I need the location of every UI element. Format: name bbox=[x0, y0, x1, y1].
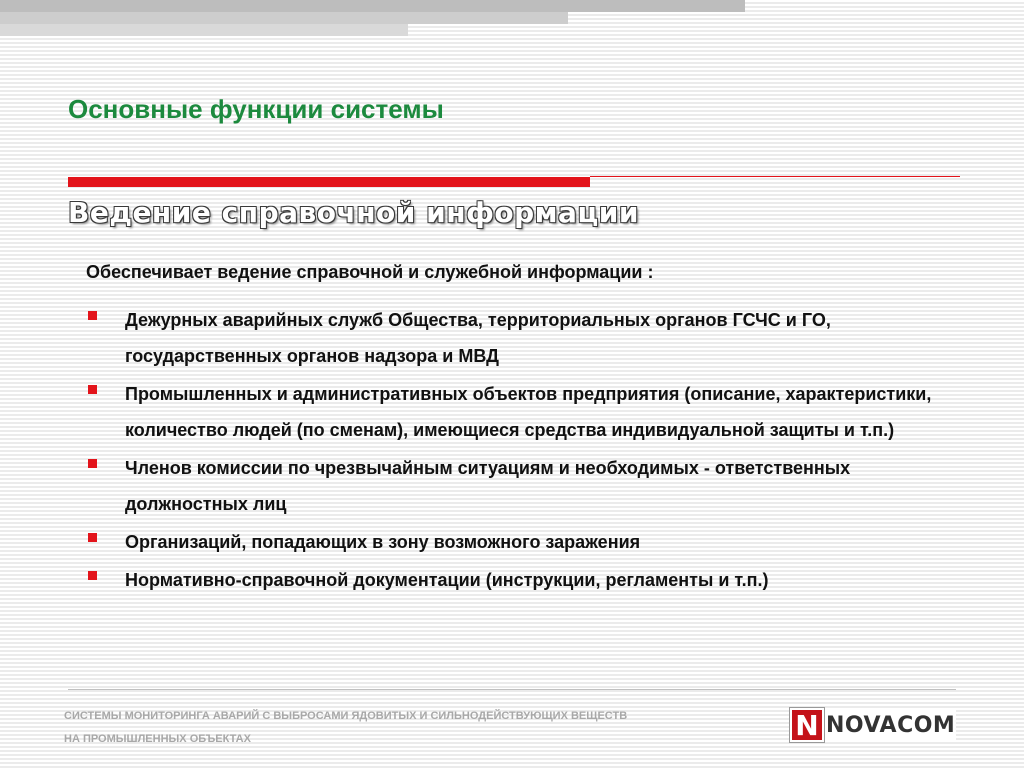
bullet-text: Промышленных и административных объектов предприятия (описание, характеристики, количество людей (по сменам), имеющиеся средства индивидуальной защиты и т.п.) bbox=[125, 384, 932, 440]
bullet-square-icon bbox=[88, 385, 97, 394]
top-decor-bar-2 bbox=[0, 12, 568, 24]
top-decor-bar-1 bbox=[0, 0, 745, 12]
bullet-text: Организаций, попадающих в зону возможного заражения bbox=[125, 532, 641, 552]
footer-divider bbox=[68, 689, 956, 690]
footer-caption-line2: НА ПРОМЫШЛЕННЫХ ОБЪЕКТАХ bbox=[64, 733, 251, 745]
logo-letter-icon: N bbox=[790, 708, 824, 742]
red-divider-thin bbox=[590, 176, 960, 177]
bullet-text: Дежурных аварийных служб Общества, территориальных органов ГСЧС и ГО, государственных органов надзора и МВД bbox=[125, 310, 831, 366]
red-divider bbox=[68, 177, 590, 187]
bullet-square-icon bbox=[88, 571, 97, 580]
bullet-item-documentation bbox=[86, 562, 986, 598]
bullet-square-icon bbox=[88, 533, 97, 542]
top-decor-bar-3 bbox=[0, 24, 408, 36]
bullet-item-commission-members bbox=[86, 450, 986, 522]
slide-title: Основные функции системы bbox=[68, 94, 444, 124]
footer-caption-line1: СИСТЕМЫ МОНИТОРИНГА АВАРИЙ С ВЫБРОСАМИ ЯДОВИТЫХ И СИЛЬНОДЕЙСТВУЮЩИХ ВЕЩЕСТВ bbox=[64, 710, 628, 722]
bullet-square-icon bbox=[88, 459, 97, 468]
bullet-item-industrial-objects bbox=[86, 376, 986, 448]
bullet-item-organizations bbox=[86, 524, 986, 560]
bullet-item-duty-services bbox=[86, 302, 986, 374]
bullet-square-icon bbox=[88, 311, 97, 320]
logo-text: NOVACOM bbox=[826, 712, 956, 738]
intro-text: Обеспечивает ведение справочной и служебной информации : bbox=[86, 262, 654, 282]
bullet-text: Членов комиссии по чрезвычайным ситуациям и необходимых - ответственных должностных лиц bbox=[125, 458, 851, 514]
section-title: Ведение справочной информации bbox=[68, 196, 639, 229]
bullet-list bbox=[86, 302, 986, 600]
bullet-text: Нормативно-справочной документации (инструкции, регламенты и т.п.) bbox=[125, 570, 769, 590]
novacom-logo bbox=[790, 708, 956, 742]
